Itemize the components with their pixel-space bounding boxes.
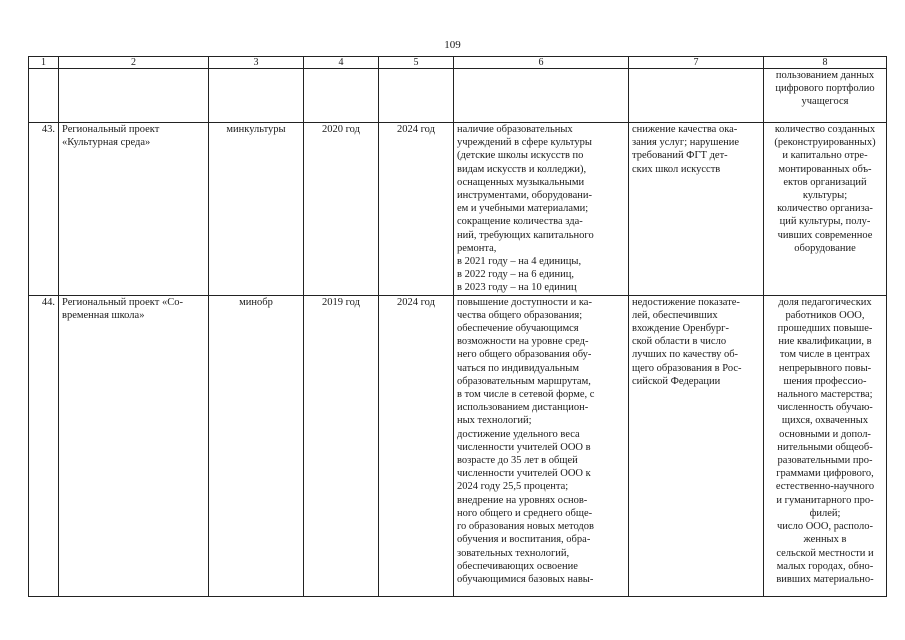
text-line: го образования новых методов — [457, 521, 594, 533]
text-line: обучения и воспитания, обра- — [457, 534, 591, 546]
text-line: Региональный проект «Со- — [62, 296, 183, 308]
table-row — [29, 295, 887, 596]
text-line: оборудование — [794, 242, 856, 254]
text-line: лей, обеспечивших — [632, 309, 718, 321]
text-line: (реконструированных) — [774, 137, 876, 149]
text-line: численность обучаю- — [777, 402, 873, 414]
text-line: разовательными про- — [777, 455, 873, 467]
page-number: 109 — [444, 39, 461, 51]
text-line: работников ООО, — [785, 309, 865, 321]
text-line: образовательным маршрутам, — [457, 375, 591, 387]
table-cell — [209, 69, 304, 123]
text-line: ремонта, — [457, 242, 497, 254]
text-line: ций культуры, полу- — [779, 216, 871, 228]
table-cell — [379, 69, 454, 123]
text-line: ного общего и среднего обще- — [457, 507, 593, 519]
table-cell — [629, 69, 764, 123]
text-line: непрерывного повы- — [778, 362, 872, 374]
table-cell — [59, 69, 209, 123]
text-line: ных технологий; — [457, 415, 532, 427]
document-table — [28, 56, 887, 597]
table-cell — [304, 69, 379, 123]
text-line: в 2023 году – на 10 единиц — [457, 282, 577, 294]
text-line: прошедших повыше- — [777, 323, 873, 335]
text-line: возрасте до 35 лет в общей — [457, 455, 578, 467]
executor-cell: минобр — [209, 295, 304, 596]
text-line: ем и учебными материалами; — [457, 203, 589, 215]
text-line: женных в — [803, 534, 847, 546]
project-name-cell — [59, 295, 209, 596]
text-line: недостижение показате- — [632, 296, 740, 308]
table-row — [29, 123, 887, 296]
header-cell: 5 — [379, 57, 454, 69]
text-line: численности учителей ООО в — [457, 441, 591, 453]
text-line: учреждений в сфере культуры — [457, 137, 592, 149]
text-line: оснащенных музыкальными — [457, 176, 585, 188]
project-name-cell — [59, 123, 209, 296]
text-line: естественно-научного — [775, 481, 875, 493]
text-line: пользованием данных — [775, 70, 875, 81]
text-line: требований ФГТ дет- — [632, 150, 728, 162]
header-cell: 4 — [304, 57, 379, 69]
text-line: чаться по индивидуальным — [457, 362, 579, 374]
text-line: временная школа» — [62, 309, 145, 321]
text-line: количество организа- — [777, 203, 873, 215]
text-line: чества общего образования; — [457, 309, 583, 321]
risks-cell — [629, 295, 764, 596]
text-line: сельской местности и — [776, 547, 874, 559]
text-line: и капитально отре- — [782, 150, 868, 162]
text-line: ских школ искусств — [632, 163, 721, 175]
header-cell: 1 — [29, 57, 59, 69]
text-line: ектов организаций — [783, 176, 867, 188]
text-line: основными и допол- — [779, 428, 871, 440]
header-cell: 3 — [209, 57, 304, 69]
text-line: нительными общеоб- — [777, 441, 873, 453]
text-line: достижение удельного веса — [457, 428, 580, 440]
start-year-cell: 2020 год — [304, 123, 379, 296]
text-line: сокращение количества зда- — [457, 216, 583, 228]
text-line: наличие образовательных — [457, 124, 573, 135]
text-line: количество созданных — [774, 124, 876, 135]
text-line: число ООО, располо- — [777, 521, 873, 533]
results-cell — [454, 123, 629, 296]
text-line: Региональный проект — [62, 124, 160, 135]
text-line: вхождение Оренбург- — [632, 323, 729, 335]
text-line: лучших по качеству об- — [632, 349, 739, 361]
table-row — [29, 69, 887, 123]
text-line: ний, требующих капитального — [457, 229, 594, 241]
text-line: возможности на уровне сред- — [457, 336, 589, 348]
header-cell: 6 — [454, 57, 629, 69]
text-line: обеспечивающих освоение — [457, 560, 578, 572]
text-line: ской области в число — [632, 336, 727, 348]
text-line: монтированных объ- — [778, 163, 872, 175]
table-header-row — [29, 57, 887, 69]
start-year-cell: 2019 год — [304, 295, 379, 596]
text-line: использованием дистанцион- — [457, 402, 589, 414]
risks-cell — [629, 123, 764, 296]
text-line: 2024 году 25,5 процента; — [457, 481, 569, 493]
results-cell — [454, 295, 629, 596]
text-line: учащегося — [801, 96, 849, 108]
text-line: зовательных технологий, — [457, 547, 570, 559]
text-line: цифрового портфолио — [775, 83, 875, 95]
text-line: численности учителей ООО к — [457, 468, 591, 480]
text-line: инструментами, оборудовани- — [457, 190, 593, 202]
text-line: повышение доступности и ка- — [457, 296, 592, 308]
end-year-cell: 2024 год — [379, 295, 454, 596]
text-line: обучающимися базовых навы- — [457, 573, 594, 585]
text-line: ние квалификации, в — [778, 336, 872, 348]
text-line: в 2021 году – на 4 единицы, — [457, 256, 582, 268]
indicators-cell — [764, 69, 887, 123]
text-line: филей; — [809, 507, 841, 519]
executor-cell: минкультуры — [209, 123, 304, 296]
header-cell: 7 — [629, 57, 764, 69]
text-line: шения профессио- — [783, 375, 867, 387]
text-line: том числе в центрах — [779, 349, 871, 361]
text-line: граммами цифрового, — [776, 468, 874, 480]
text-line: щихся, охваченных — [781, 415, 869, 427]
text-line: культуры; — [802, 190, 848, 202]
text-line: него общего образования обу- — [457, 349, 592, 361]
text-line: снижение качества ока- — [632, 124, 738, 135]
table-cell — [29, 69, 59, 123]
text-line: и гуманитарного про- — [776, 494, 874, 506]
table-cell — [454, 69, 629, 123]
text-line: зания услуг; нарушение — [632, 137, 740, 149]
text-line: малых городах, обно- — [776, 560, 874, 572]
indicators-cell — [764, 123, 887, 296]
text-line: обеспечение обучающимся — [457, 323, 579, 335]
row-number: 43. — [29, 123, 59, 296]
text-line: сийской Федерации — [632, 375, 721, 387]
text-line: вивших материально- — [776, 573, 874, 585]
header-cell: 8 — [764, 57, 887, 69]
row-number: 44. — [29, 295, 59, 596]
end-year-cell: 2024 год — [379, 123, 454, 296]
text-line: «Культурная среда» — [62, 137, 151, 149]
text-line: в 2022 году – на 6 единиц, — [457, 269, 575, 281]
text-line: чивших современное — [777, 229, 873, 241]
text-line: щего образования в Рос- — [632, 362, 742, 374]
text-line: (детские школы искусств по — [457, 150, 584, 162]
text-line: внедрение на уровнях основ- — [457, 494, 588, 506]
text-line: видам искусств и колледжи), — [457, 163, 587, 175]
header-cell: 2 — [59, 57, 209, 69]
text-line: в том числе в сетевой форме, с — [457, 389, 595, 401]
text-line: нального мастерства; — [777, 389, 873, 401]
text-line: доля педагогических — [778, 296, 872, 308]
indicators-cell — [764, 295, 887, 596]
